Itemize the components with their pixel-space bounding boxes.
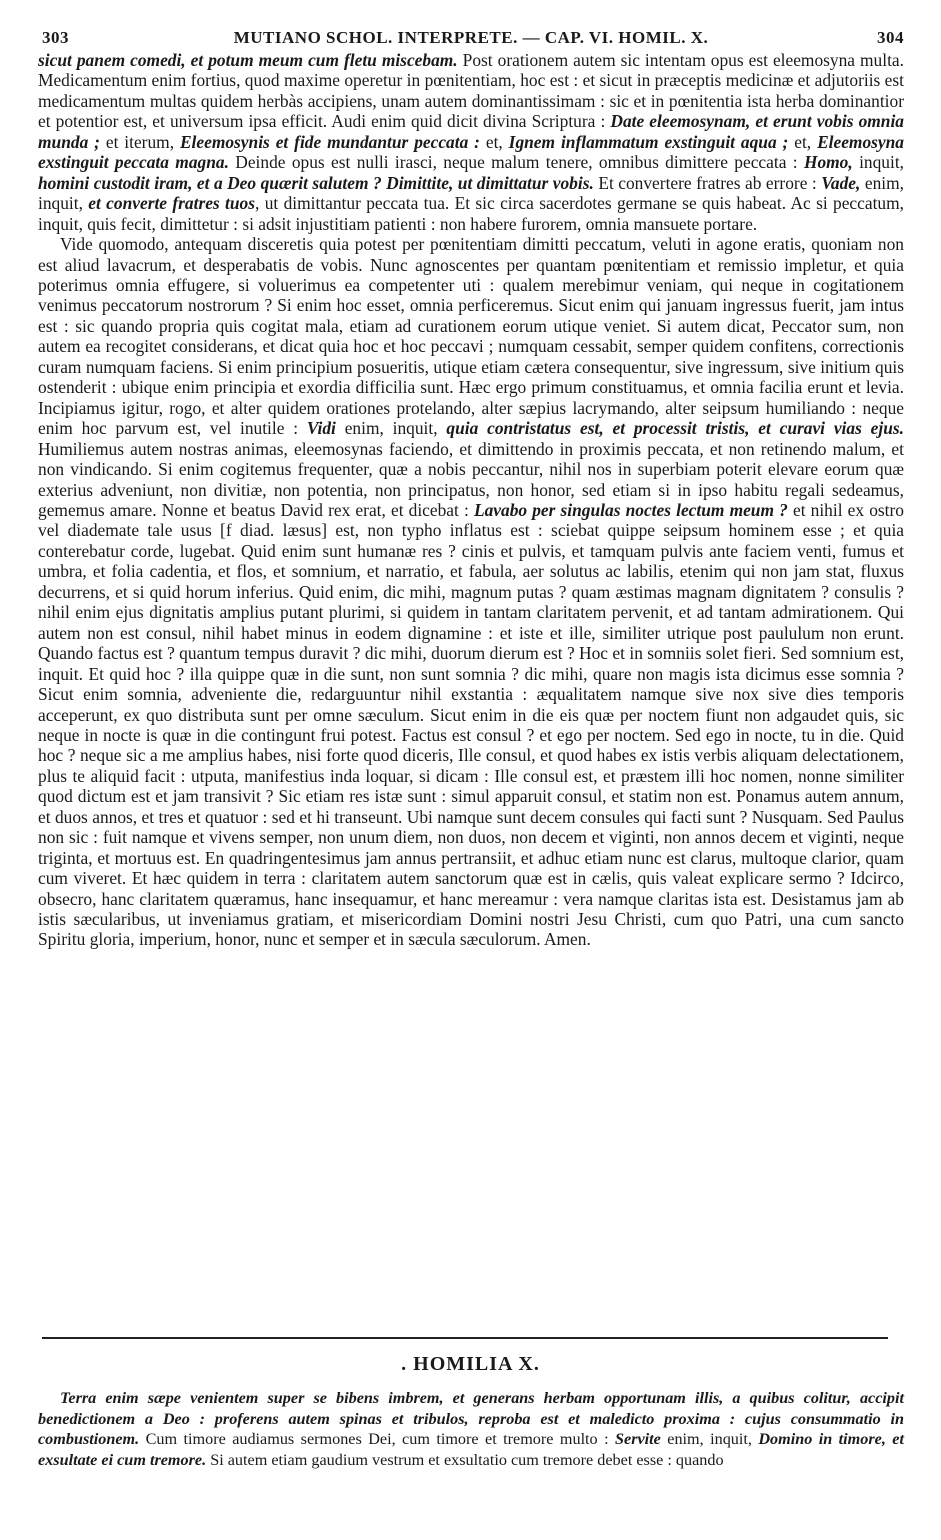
section-divider (42, 1337, 888, 1339)
body-text: Si autem etiam gaudium vestrum et exsultatio cum tremore debet esse : quando (206, 1450, 724, 1469)
quotation-text: homini custodit iram, et a Deo quærit salutem ? Dimittite, ut dimittatur vobis. (38, 172, 594, 193)
quotation-text: quia contristatus est, et processit tristis, et curavi vias ejus. (446, 418, 904, 439)
quotation-text: Vade, (821, 172, 861, 193)
quotation-text: et converte fratres tuos (88, 193, 256, 214)
body-text: enim, inquit, (660, 1430, 759, 1448)
body-text: inquit, (852, 152, 905, 173)
body-text: Vide quomodo, antequam disceretis quia potest per pœnitentiam dimitti peccatum, veluti in agone eratis, quoniam non est aliud lavacrum, et desperabatis de vobis. Nunc agnoscentes per quantam pœnitentiam et remissio impletur, et quia poterimus omnia effugere, si voluerimus ea competenter uti : qualem merebimur veniam, qui neque in cogitationem venimus peccatorum nostrorum ? Si enim hoc esset, omnia perficeremus. Sicut enim qui januam ingressus fuerit, jam intus est : sic quando propria quis cogitat mala, etiam ad curationem eorum utique veniet. Si autem dicat, Peccator sum, non autem ea recogitet considerans, et dicat quia hoc et hoc peccavi ; numquam cessabit, semper quidem confitens, correctionis curam numquam faciens. Si enim principium posueritis, utique etiam cætera consequentur, sive ingressum, sive initium quis ostenderit : ubique enim principia et exordia difficilia sunt. Hæc ergo primum constituamus, et omnia facilia erunt et levia. Incipiamus igitur, rogo, et alter quidem orationes protelando, alter sæpius lacrymando, alter seipsum humiliando : neque enim hoc parvum est, vel inutile : (38, 234, 904, 439)
running-head (38, 28, 904, 50)
body-text: et iterum, (99, 131, 180, 152)
quotation-text: Lavabo per singulas noctes lectum meum ? (473, 499, 788, 520)
quotation-text: Date eleemosynam, et erunt vobis omnia munda ; (38, 111, 904, 152)
page-column (38, 28, 904, 950)
section-title-text: HOMILIA X. (413, 1353, 540, 1375)
body-text: et, (788, 131, 818, 152)
quotation-text: Vidi (306, 418, 336, 439)
quotation-text: Domino in timore, et exsultate ei cum tremore. (38, 1430, 904, 1469)
body-text: Humiliemus autem nostras animas, eleemosynas faciendo, et dimittendo in proximis peccata, et non retinendo malum, et non vindicando. Si enim cogitemus frequenter, quæ a nobis peccantur, nihil nos in superbiam poterit elevare eorum quæ exterius adveniunt, non divitiæ, non potentia, non principatus, non honor, sed etiam si in ipso habitu regali sedeamus, gememus amare. Nonne et beatus David rex erat, et dicebat : (38, 438, 904, 520)
quotation-text: Servite (615, 1430, 661, 1448)
body-text: Deinde opus est nulli irasci, neque malum tenere, omnibus dimittere peccata : (228, 152, 804, 173)
body-text: et nihil ex ostro vel diademate tale usus [f diad. læsus] est, non typho inflatus est : sciebat quippe seipsum hominem esse ; et quia conterebatur corde, lugebat. Quid enim sunt humanæ res ? cinis et pulvis, et tamquam pulvis ante faciem venti, fumus et umbra, et folia cadentia, et flos, et somnium, et narratio, et fabula, aer solutus ac labilis, etenim qui non jam stat, fluxus decurrens, et si quid horum inferius. Quid enim, dic mihi, magnum putas ? quam æstimas magnam dignitatem ? consulis ? nihil enim ejus dignitatis amplius putant plurimi, si quidem in tantam claritatem pervenit, et ad tantam admirationem. Qui autem non est consul, nihil habet minus in eodem dignamine : et iste et ille, similiter utrique post paululum non erunt. Quando factus est ? quantum tempus duravit ? dic mihi, duorum dierum est ? Hoc et in somniis solet fieri. Sed somnium est, inquit. Et quid hoc ? illa quippe quæ in die sunt, non sunt somnia ? dic mihi, quare non magis ista dicimus esse somnia ? Sicut enim somnia, adveniente die, redarguuntur nihil exstantia : æqualitatem namque sive nox sive dies temporis acceperunt, ex quo distributa sunt per omne sæculum. Sicut enim in die eis quæ per noctem fiunt non adgaudet quis, sic neque in nocte is quæ in die contingunt frui potest. Factus est consul ? et ego per noctem. Sed ego in nocte, tu in die. Quid hoc ? neque sic a me amplius habes, nisi forte quod diceris, Ille consul, et quod habes ex istis verbis aliquam delectationem, plus te aliquid facit : utputa, manifestius inda loquar, si dicam : Ille consul est, et præstem illi hoc nomen, nonne similiter quod dictum est et jam transivit ? Sic etiam res istæ sunt : simul apparuit consul, et statim non est. Ponamus autem annum, et duos annos, et tres et quatuor : sed et hi transeunt. Ubi namque sunt decem consules qui facti sunt ? Nusquam. Sed Paulus non sic : fuit namque et vivens semper, non unum diem, non duos, non decem et viginti, non annos decem et viginti, neque triginta, et mortuus est. En quadringentesimus jam annus pertransiit, et adhuc etiam nunc est clarus, multoque clarior, quam cum viveret. Et hæc quidem in terra : claritatem autem sanctorum quæ est in cælis, quis valeat explicare sermo ? Idcirco, obsecro, hanc claritatem quæramus, hanc insequamur, et hanc mereamur : vera namque claritas ista est. Desistamus jam ab istis sæcularibus, ut inveniamus gratiam, et misericordiam Domini nostri Jesu Christi, cum quo Patri, una cum sancto Spiritu gloria, imperium, honor, nunc et semper et in sæcula sæculorum. Amen. (38, 499, 904, 950)
body-text: enim, inquit, (38, 172, 904, 214)
running-title: MUTIANO SCHOL. INTERPRETE. — CAP. VI. HOMIL. X. (233, 28, 709, 47)
quotation-text: Eleemosynis et fide mundantur peccata : (179, 131, 480, 152)
body-text: , ut dimittantur peccata tua. Et sic circa sacerdotes germane se quis habeat. Ac si peccatum, inquit, quis fecit, dimittetur : si adsit injustitiam patienti : non habere furorem, omnia mansuete portare. (38, 193, 904, 234)
page-number-right: 304 (877, 28, 904, 47)
body-text: Cum timore audiamus sermones Dei, cum timore et tremore multo : (139, 1430, 615, 1448)
homily-paragraph (38, 1388, 904, 1470)
body-text: Et convertere fratres ab errore : (593, 172, 822, 193)
section-title (0, 1353, 941, 1376)
main-text (38, 50, 904, 950)
paragraph-2 (38, 234, 904, 950)
quotation-text: Homo, (803, 152, 853, 173)
section-bullet: . (401, 1353, 414, 1375)
paragraph-1 (38, 50, 904, 234)
body-text: et, (479, 131, 509, 152)
page-number-left: 303 (42, 28, 69, 47)
quotation-text: sicut panem comedi, et potum meum cum fletu miscebam. (38, 50, 458, 70)
quotation-text: Eleemosyna exstinguit peccata magna. (38, 131, 905, 173)
quotation-text: Ignem inflammatum exstinguit aqua ; (508, 131, 789, 152)
body-text: enim, inquit, (335, 418, 447, 439)
body-text: Post orationem autem sic intentam opus est eleemosyna multa. Medicamentum enim fortius, quod maxime operetur in pœnitentiam, hoc est : et sicut in præceptis medicinæ et adjutoriis est medicamentum multas quidem herbàs accipiens, unam autem dominantissimam : sic et in pœnitentia ista herba dominantior et potentior est, et universum ipsa efficit. Audi enim quid dicit divina Scriptura : (38, 50, 904, 132)
quotation-text: Terra enim sæpe venientem super se bibens imbrem, et generans herbam opportunam illis, a quibus colitur, accipit benedictionem a Deo : proferens autem spinas et tribulos, reproba est et maledicto proxima : cujus consummatio in combustionem. (38, 1389, 904, 1448)
